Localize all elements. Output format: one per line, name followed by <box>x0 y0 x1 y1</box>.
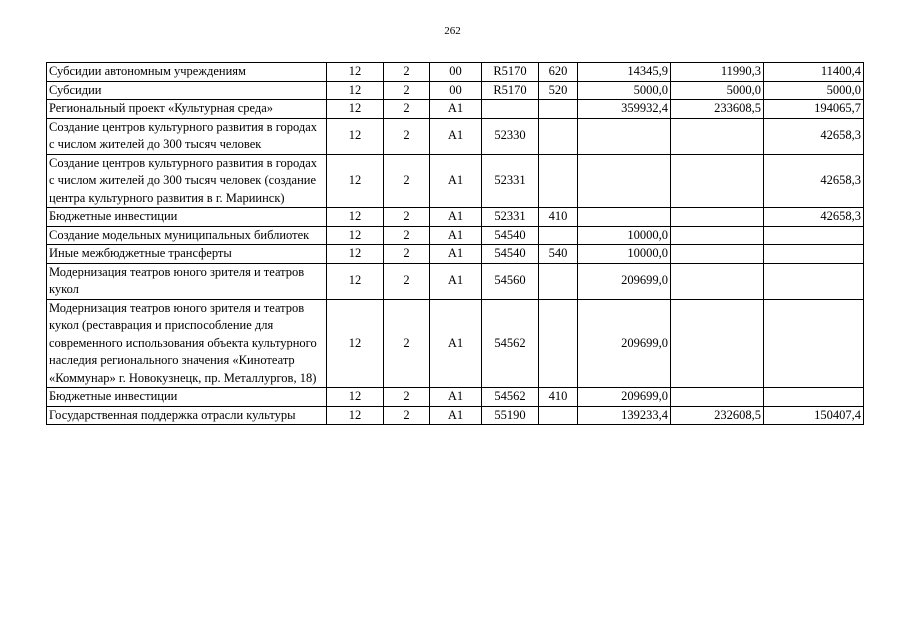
section-cell: 12 <box>327 81 384 100</box>
program-cell: 00 <box>430 81 482 100</box>
amount-year3-cell <box>764 263 864 299</box>
expense-type-cell <box>539 118 578 154</box>
row-name-cell: Создание центров культурного развития в городах с числом жителей до 300 тысяч человек <box>47 118 327 154</box>
table-row <box>47 208 864 227</box>
amount-year1-cell: 209699,0 <box>578 388 671 407</box>
amount-year2-cell: 233608,5 <box>671 100 764 119</box>
amount-year2-cell: 5000,0 <box>671 81 764 100</box>
expense-type-cell <box>539 100 578 119</box>
expense-type-cell <box>539 299 578 388</box>
amount-year3-cell: 194065,7 <box>764 100 864 119</box>
section-cell: 12 <box>327 406 384 425</box>
page-number: 262 <box>444 25 461 37</box>
section-cell: 12 <box>327 299 384 388</box>
amount-year3-cell: 150407,4 <box>764 406 864 425</box>
amount-year1-cell: 359932,4 <box>578 100 671 119</box>
amount-year2-cell <box>671 299 764 388</box>
row-name-cell: Создание центров культурного развития в городах с числом жителей до 300 тысяч человек (создание центра культурного развития в г. Мариинск) <box>47 154 327 208</box>
row-name-cell: Создание модельных муниципальных библиотек <box>47 226 327 245</box>
program-cell: A1 <box>430 208 482 227</box>
program-cell: A1 <box>430 406 482 425</box>
amount-year3-cell <box>764 388 864 407</box>
program-cell: A1 <box>430 118 482 154</box>
subsection-cell: 2 <box>384 388 430 407</box>
amount-year2-cell <box>671 263 764 299</box>
subsection-cell: 2 <box>384 245 430 264</box>
amount-year3-cell: 42658,3 <box>764 154 864 208</box>
amount-year3-cell: 11400,4 <box>764 63 864 82</box>
amount-year1-cell: 10000,0 <box>578 245 671 264</box>
program-cell: A1 <box>430 100 482 119</box>
target-article-cell: 54540 <box>482 245 539 264</box>
expense-type-cell <box>539 226 578 245</box>
table-row <box>47 81 864 100</box>
expense-type-cell <box>539 154 578 208</box>
subsection-cell: 2 <box>384 299 430 388</box>
subsection-cell: 2 <box>384 81 430 100</box>
expense-type-cell: 520 <box>539 81 578 100</box>
amount-year3-cell: 42658,3 <box>764 118 864 154</box>
row-name-cell: Государственная поддержка отрасли культуры <box>47 406 327 425</box>
subsection-cell: 2 <box>384 100 430 119</box>
target-article-cell: 54562 <box>482 299 539 388</box>
program-cell: A1 <box>430 263 482 299</box>
budget-table <box>46 62 864 425</box>
program-cell: A1 <box>430 299 482 388</box>
section-cell: 12 <box>327 63 384 82</box>
target-article-cell <box>482 100 539 119</box>
section-cell: 12 <box>327 100 384 119</box>
amount-year2-cell <box>671 118 764 154</box>
amount-year1-cell: 10000,0 <box>578 226 671 245</box>
table-row <box>47 100 864 119</box>
row-name-cell: Бюджетные инвестиции <box>47 388 327 407</box>
section-cell: 12 <box>327 118 384 154</box>
amount-year1-cell: 139233,4 <box>578 406 671 425</box>
amount-year1-cell <box>578 118 671 154</box>
target-article-cell: 54540 <box>482 226 539 245</box>
subsection-cell: 2 <box>384 63 430 82</box>
program-cell: 00 <box>430 63 482 82</box>
expense-type-cell: 410 <box>539 208 578 227</box>
row-name-cell: Модернизация театров юного зрителя и театров кукол (реставрация и приспособление для современного использования объекта культурного наследия регионального значения «Кинотеатр «Коммунар» г. Новокузнецк, пр. Металлургов, 18) <box>47 299 327 388</box>
expense-type-cell: 540 <box>539 245 578 264</box>
section-cell: 12 <box>327 245 384 264</box>
amount-year1-cell <box>578 208 671 227</box>
row-name-cell: Иные межбюджетные трансферты <box>47 245 327 264</box>
amount-year3-cell <box>764 226 864 245</box>
amount-year3-cell: 42658,3 <box>764 208 864 227</box>
expense-type-cell <box>539 263 578 299</box>
program-cell: A1 <box>430 154 482 208</box>
table-row <box>47 245 864 264</box>
program-cell: A1 <box>430 245 482 264</box>
table-row <box>47 263 864 299</box>
row-name-cell: Бюджетные инвестиции <box>47 208 327 227</box>
amount-year2-cell <box>671 245 764 264</box>
subsection-cell: 2 <box>384 263 430 299</box>
subsection-cell: 2 <box>384 208 430 227</box>
amount-year3-cell <box>764 245 864 264</box>
section-cell: 12 <box>327 263 384 299</box>
target-article-cell: 54562 <box>482 388 539 407</box>
table-row <box>47 63 864 82</box>
target-article-cell: 54560 <box>482 263 539 299</box>
target-article-cell: 52330 <box>482 118 539 154</box>
amount-year1-cell: 14345,9 <box>578 63 671 82</box>
target-article-cell: R5170 <box>482 81 539 100</box>
table-row <box>47 299 864 388</box>
section-cell: 12 <box>327 226 384 245</box>
table-row <box>47 406 864 425</box>
row-name-cell: Региональный проект «Культурная среда» <box>47 100 327 119</box>
amount-year1-cell <box>578 154 671 208</box>
target-article-cell: 52331 <box>482 208 539 227</box>
row-name-cell: Модернизация театров юного зрителя и театров кукол <box>47 263 327 299</box>
target-article-cell: 55190 <box>482 406 539 425</box>
section-cell: 12 <box>327 388 384 407</box>
amount-year3-cell <box>764 299 864 388</box>
amount-year1-cell: 5000,0 <box>578 81 671 100</box>
subsection-cell: 2 <box>384 118 430 154</box>
amount-year2-cell <box>671 208 764 227</box>
row-name-cell: Субсидии <box>47 81 327 100</box>
amount-year2-cell: 232608,5 <box>671 406 764 425</box>
expense-type-cell: 620 <box>539 63 578 82</box>
target-article-cell: R5170 <box>482 63 539 82</box>
table-row <box>47 118 864 154</box>
amount-year1-cell: 209699,0 <box>578 299 671 388</box>
amount-year2-cell <box>671 388 764 407</box>
amount-year2-cell <box>671 154 764 208</box>
subsection-cell: 2 <box>384 154 430 208</box>
expense-type-cell <box>539 406 578 425</box>
program-cell: A1 <box>430 388 482 407</box>
subsection-cell: 2 <box>384 406 430 425</box>
table-row <box>47 226 864 245</box>
expense-type-cell: 410 <box>539 388 578 407</box>
amount-year1-cell: 209699,0 <box>578 263 671 299</box>
table-row <box>47 388 864 407</box>
target-article-cell: 52331 <box>482 154 539 208</box>
program-cell: A1 <box>430 226 482 245</box>
section-cell: 12 <box>327 154 384 208</box>
row-name-cell: Субсидии автономным учреждениям <box>47 63 327 82</box>
amount-year2-cell: 11990,3 <box>671 63 764 82</box>
section-cell: 12 <box>327 208 384 227</box>
table-row <box>47 154 864 208</box>
amount-year2-cell <box>671 226 764 245</box>
subsection-cell: 2 <box>384 226 430 245</box>
amount-year3-cell: 5000,0 <box>764 81 864 100</box>
